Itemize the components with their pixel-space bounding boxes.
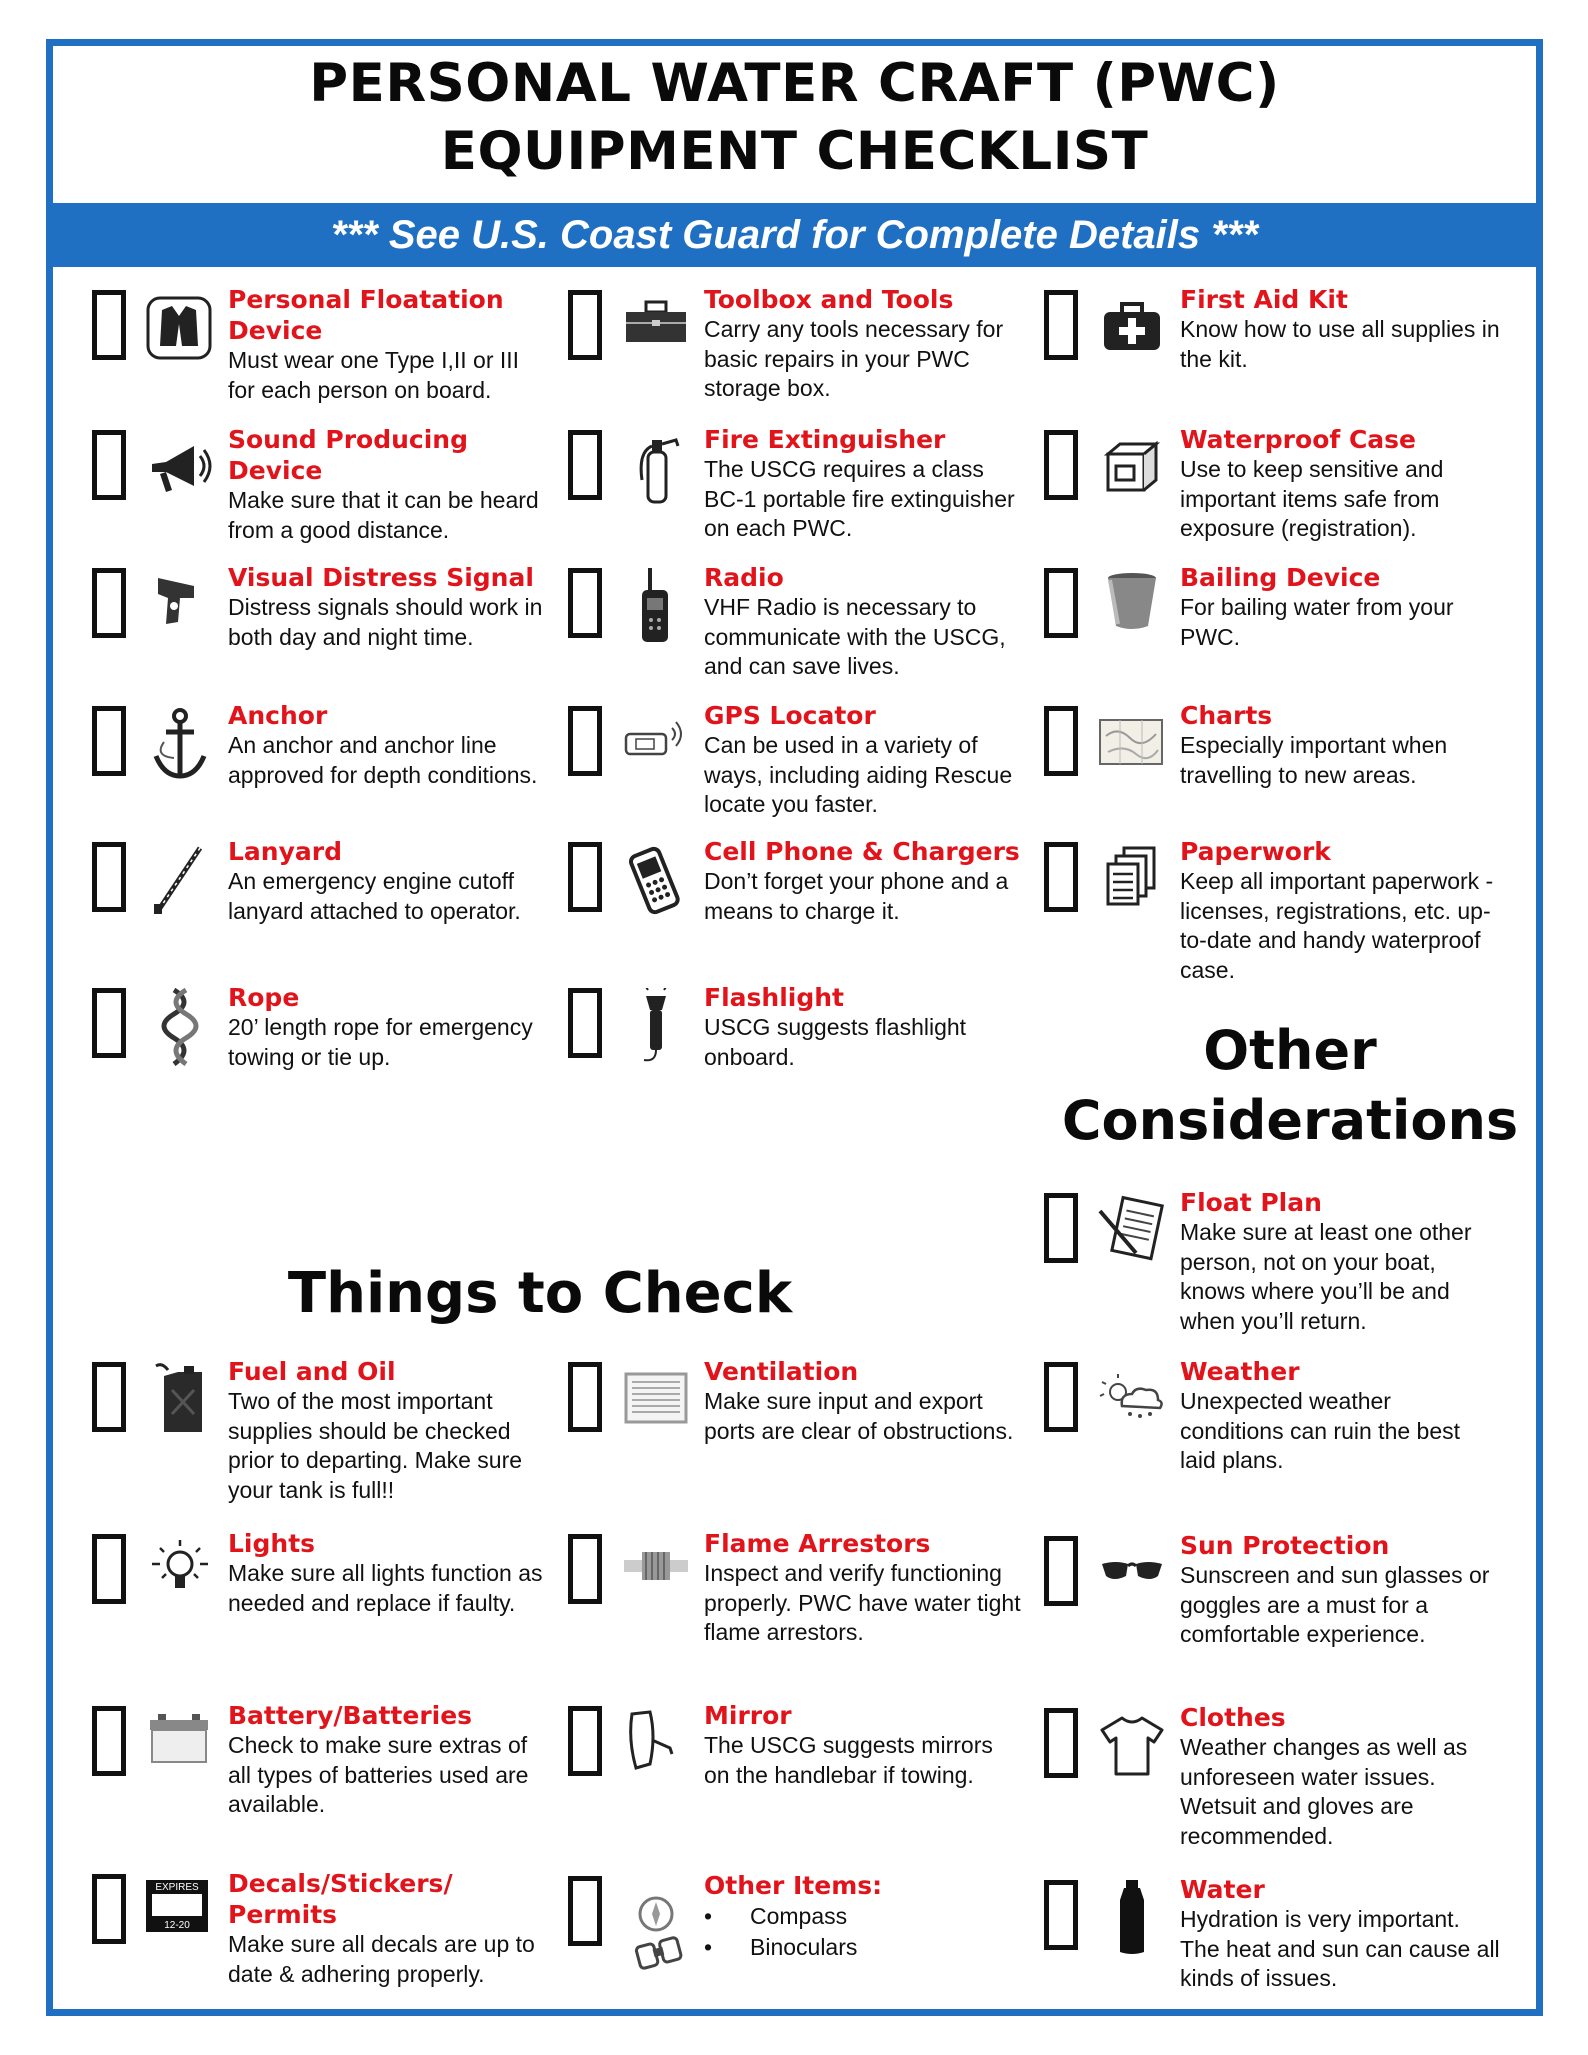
- flashlight-icon: [620, 988, 692, 1066]
- item-label: Decals/Stickers/ Permits: [228, 1869, 453, 1929]
- checkbox[interactable]: [92, 1534, 126, 1604]
- item-label: Charts: [1180, 701, 1273, 730]
- item-label: Waterproof Case: [1180, 425, 1416, 454]
- checkbox[interactable]: [1044, 842, 1078, 912]
- things-to-check-heading: Things to Check: [287, 1261, 793, 1326]
- checkbox[interactable]: [1044, 1880, 1078, 1950]
- other-heading-line-2: Considerations: [1061, 1089, 1519, 1152]
- checkbox[interactable]: [1044, 1193, 1078, 1263]
- checkbox[interactable]: [568, 430, 602, 500]
- horn-icon: [144, 430, 216, 508]
- item-label: First Aid Kit: [1180, 285, 1348, 314]
- checkbox[interactable]: [92, 1874, 126, 1944]
- item-description: Distress signals should work in both day and night time.: [228, 594, 543, 650]
- item-label: Fire Extinguisher: [704, 425, 946, 454]
- item-label: Float Plan: [1180, 1188, 1322, 1217]
- item-label: Rope: [228, 983, 300, 1012]
- item-label: Flashlight: [704, 983, 844, 1012]
- weather-icon: [1096, 1362, 1168, 1440]
- item-description: Unexpected weather conditions can ruin the best laid plans.: [1180, 1388, 1461, 1473]
- checkbox[interactable]: [92, 290, 126, 360]
- item-description: Sunscreen and sun glasses or goggles are a must for a comfortable experience.: [1180, 1562, 1490, 1647]
- item-label: Flame Arrestors: [704, 1529, 931, 1558]
- item-description: 20’ length rope for emergency towing or tie up.: [228, 1014, 533, 1070]
- item-label: Paperwork: [1180, 837, 1331, 866]
- other-items-list: [704, 1901, 1024, 1963]
- checkbox[interactable]: [568, 1876, 602, 1946]
- item-description: An emergency engine cutoff lanyard attached to operator.: [228, 868, 521, 924]
- item-label: Battery/Batteries: [228, 1701, 473, 1730]
- item-description: Use to keep sensitive and important items safe from exposure (registration).: [1180, 456, 1444, 541]
- checkbox[interactable]: [92, 1362, 126, 1432]
- item-description: Make sure that it can be heard from a good distance.: [228, 487, 539, 543]
- item-label: Lanyard: [228, 837, 342, 866]
- item-description: The USCG suggests mirrors on the handlebar if towing.: [704, 1732, 993, 1788]
- item-label: Lights: [228, 1529, 316, 1558]
- sunglasses-icon: [1096, 1536, 1168, 1614]
- item-label: Bailing Device: [1180, 563, 1381, 592]
- item-description: Inspect and verify functioning properly. PWC have water tight flame arrestors.: [704, 1560, 1021, 1645]
- water-bottle-icon: [1096, 1880, 1168, 1958]
- item-description: Make sure all lights function as needed and replace if faulty.: [228, 1560, 543, 1616]
- item-label: Other Items:: [704, 1871, 883, 1900]
- item-description: Make sure at least one other person, not on your boat, knows where you’ll be and when you’ll return.: [1180, 1219, 1472, 1334]
- sticker-expires-text: EXPIRES: [155, 1882, 199, 1893]
- rope-icon: [144, 988, 216, 1066]
- item-label: Toolbox and Tools: [704, 285, 954, 314]
- paperwork-icon: [1096, 842, 1168, 920]
- checkbox[interactable]: [1044, 1362, 1078, 1432]
- cell-phone-icon: [620, 842, 692, 920]
- item-description: Make sure input and export ports are clear of obstructions.: [704, 1388, 1014, 1444]
- item-label: Sound Producing Device: [228, 425, 468, 485]
- shirt-icon: [1096, 1708, 1168, 1786]
- item-label: Visual Distress Signal: [228, 563, 534, 592]
- item-description: Make sure all decals are up to date & adhering properly.: [228, 1931, 535, 1987]
- item-label: Ventilation: [704, 1357, 859, 1386]
- fire-extinguisher-icon: [620, 430, 692, 508]
- checkbox[interactable]: [1044, 430, 1078, 500]
- checkbox[interactable]: [568, 568, 602, 638]
- item-description: USCG suggests flashlight onboard.: [704, 1014, 967, 1070]
- item-description: The USCG requires a class BC-1 portable fire extinguisher on each PWC.: [704, 456, 1015, 541]
- item-label: Sun Protection: [1180, 1531, 1390, 1560]
- item-label: Water: [1180, 1875, 1265, 1904]
- item-description: VHF Radio is necessary to communicate with the USCG, and can save lives.: [704, 594, 1006, 679]
- checkbox[interactable]: [1044, 290, 1078, 360]
- item-label: Personal Floatation Device: [228, 285, 504, 345]
- anchor-icon: [144, 706, 216, 784]
- item-description: Can be used in a variety of ways, including aiding Rescue locate you faster.: [704, 732, 1013, 817]
- list-item-binoculars: • Binoculars: [704, 1932, 1024, 1963]
- item-description: Two of the most important supplies should be checked prior to departing. Make sure your tank is full!!: [228, 1388, 523, 1503]
- item-label: Clothes: [1180, 1703, 1286, 1732]
- flame-arrestor-icon: [620, 1534, 692, 1612]
- sticker-date-text: 12-20: [164, 1920, 190, 1931]
- item-description: For bailing water from your PWC.: [1180, 594, 1454, 650]
- checkbox[interactable]: [92, 842, 126, 912]
- item-label: Weather: [1180, 1357, 1300, 1386]
- item-description: Especially important when travelling to new areas.: [1180, 732, 1448, 788]
- checkbox[interactable]: [568, 706, 602, 776]
- bucket-icon: [1096, 568, 1168, 646]
- item-description: Must wear one Type I,II or III for each person on board.: [228, 347, 520, 403]
- checkbox[interactable]: [92, 568, 126, 638]
- item-description: Weather changes as well as unforeseen water issues. Wetsuit and gloves are recommended.: [1180, 1734, 1468, 1849]
- item-description: An anchor and anchor line approved for depth conditions.: [228, 732, 538, 788]
- checkbox[interactable]: [1044, 568, 1078, 638]
- checkbox[interactable]: [568, 1534, 602, 1604]
- checkbox[interactable]: [1044, 706, 1078, 776]
- lanyard-icon: [144, 842, 216, 920]
- other-heading-line-1: Other: [1203, 1019, 1377, 1082]
- item-label: Cell Phone & Chargers: [704, 837, 1020, 866]
- item-description: Hydration is very important. The heat and sun can cause all kinds of issues.: [1180, 1906, 1500, 1991]
- fuel-can-icon: [144, 1362, 216, 1440]
- checkbox[interactable]: [568, 842, 602, 912]
- item-description: Know how to use all supplies in the kit.: [1180, 316, 1500, 372]
- waterproof-case-icon: [1096, 430, 1168, 508]
- checkbox[interactable]: [568, 1362, 602, 1432]
- flare-gun-icon: [144, 568, 216, 646]
- toolbox-icon: [620, 290, 692, 368]
- item-description: Don’t forget your phone and a means to charge it.: [704, 868, 1009, 924]
- float-plan-icon: [1096, 1193, 1168, 1271]
- life-vest-icon: [144, 290, 216, 368]
- compass-binoculars-icon: [620, 1876, 692, 1986]
- page-title: [53, 50, 1536, 186]
- item-description: Carry any tools necessary for basic repairs in your PWC storage box.: [704, 316, 1004, 401]
- mirror-icon: [620, 1706, 692, 1784]
- item-label: Radio: [704, 563, 784, 592]
- item-description: Check to make sure extras of all types of batteries used are available.: [228, 1732, 529, 1817]
- light-bulb-icon: [144, 1534, 216, 1612]
- checkbox[interactable]: [1044, 1708, 1078, 1778]
- other-considerations-heading: [1060, 1016, 1520, 1156]
- item-description: Keep all important paperwork - licenses, registrations, etc. up-to-date and handy waterproof case.: [1180, 868, 1494, 983]
- item-label: Fuel and Oil: [228, 1357, 396, 1386]
- first-aid-icon: [1096, 290, 1168, 368]
- item-label: Mirror: [704, 1701, 792, 1730]
- item-label: GPS Locator: [704, 701, 876, 730]
- vent-icon: [620, 1362, 692, 1440]
- checkbox[interactable]: [1044, 1536, 1078, 1606]
- list-item-compass: • Compass: [704, 1901, 1024, 1932]
- coast-guard-banner: *** See U.S. Coast Guard for Complete Details ***: [53, 203, 1536, 267]
- checkbox[interactable]: [568, 290, 602, 360]
- checkbox[interactable]: [92, 430, 126, 500]
- checkbox[interactable]: [92, 706, 126, 776]
- checkbox[interactable]: [92, 988, 126, 1058]
- checkbox[interactable]: [568, 1706, 602, 1776]
- decal-icon: [144, 1874, 216, 1952]
- battery-icon: [144, 1706, 216, 1784]
- chart-map-icon: [1096, 706, 1168, 784]
- title-line-2: EQUIPMENT CHECKLIST: [440, 121, 1149, 182]
- radio-icon: [620, 568, 692, 646]
- gps-icon: [620, 706, 692, 784]
- checkbox[interactable]: [92, 1706, 126, 1776]
- checkbox[interactable]: [568, 988, 602, 1058]
- title-line-1: PERSONAL WATER CRAFT (PWC): [309, 53, 1280, 114]
- item-label: Anchor: [228, 701, 328, 730]
